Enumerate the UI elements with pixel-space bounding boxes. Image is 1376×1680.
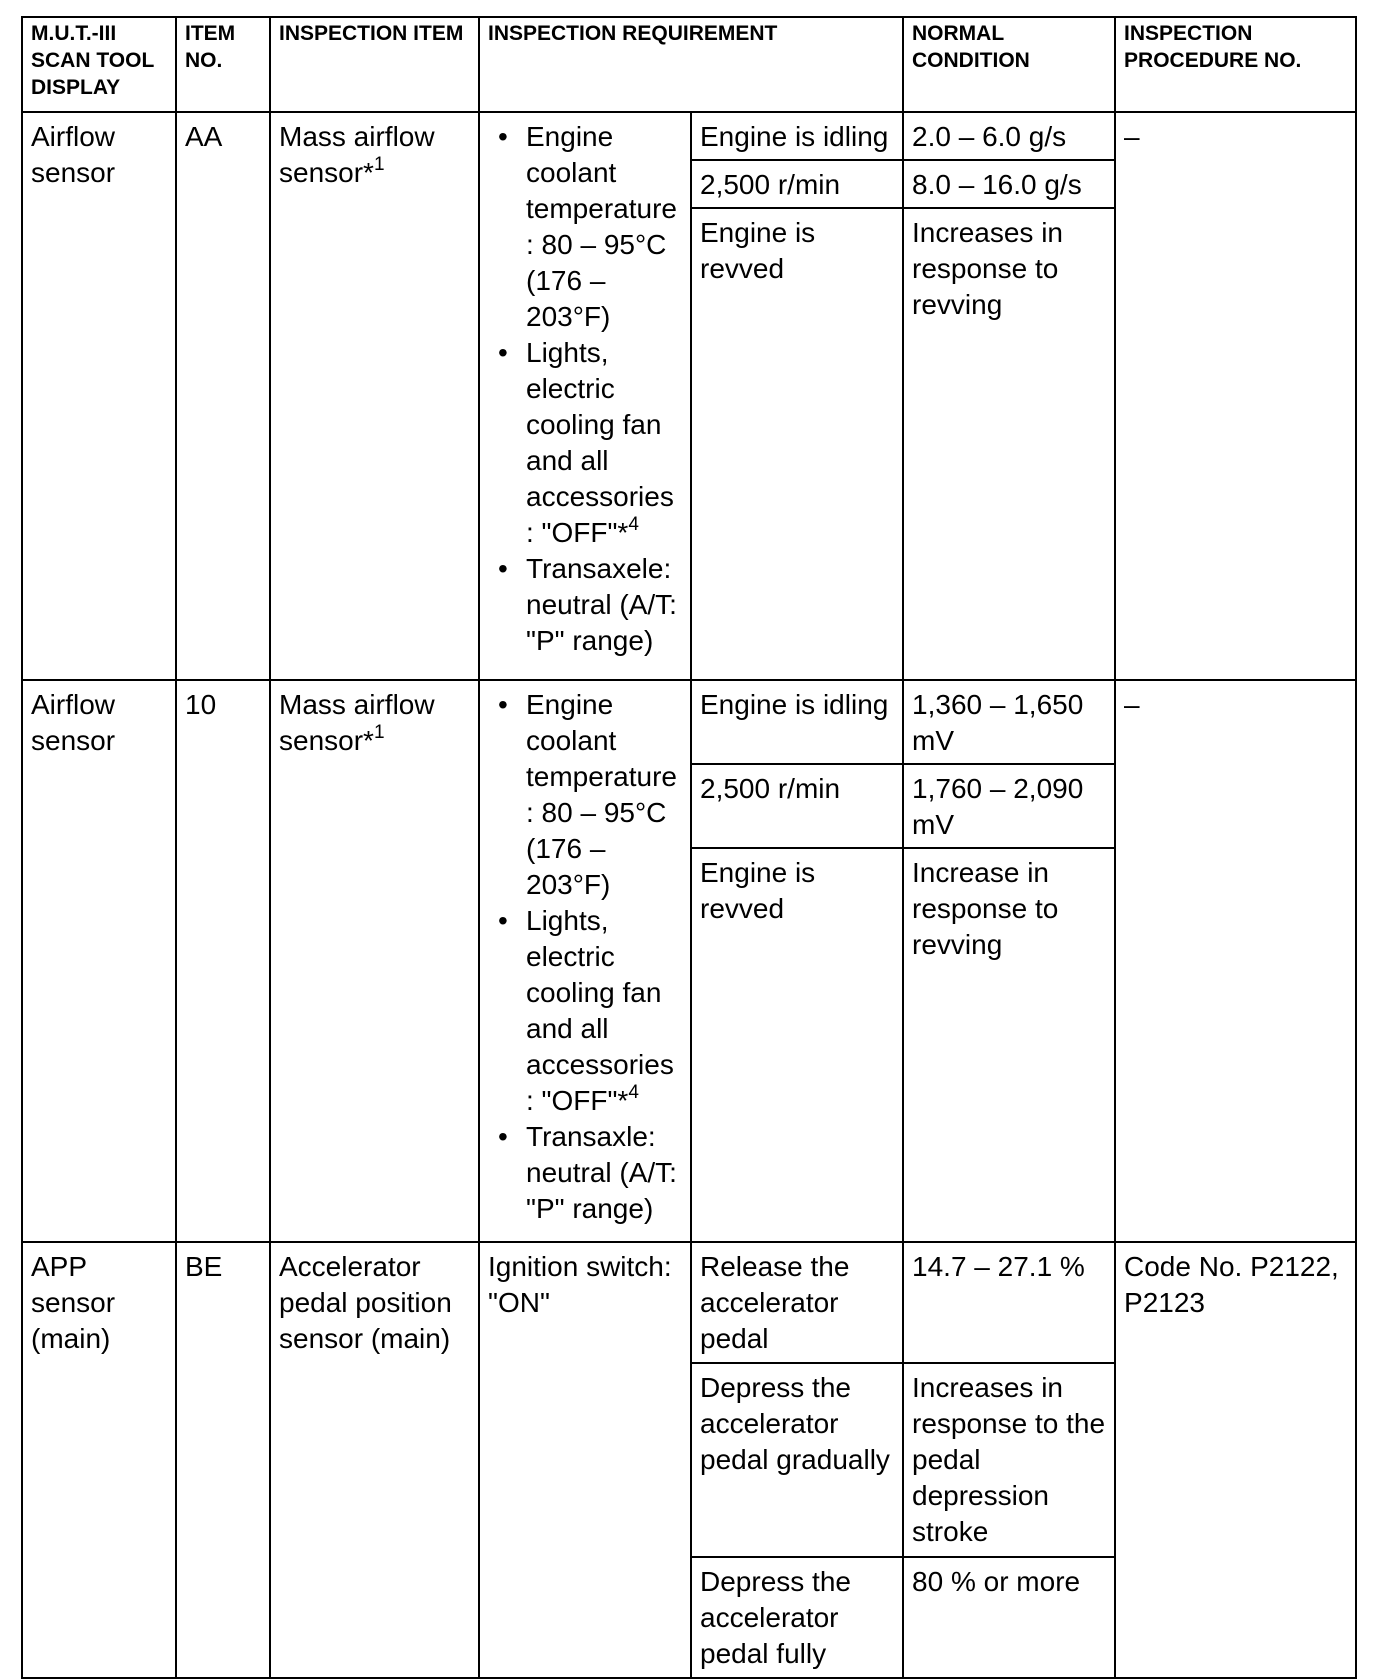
footnote-mark: 1 [373,721,385,743]
condition-cell: Release the accelerator pedal [691,1242,903,1363]
requirement-cell: Ignition switch: "ON" [479,1242,691,1678]
inspection-table [21,16,1357,1679]
condition-cell: Depress the accelerator pedal gradually [691,1363,903,1557]
requirement-list-cell [479,112,691,680]
condition-cell: Engine is idling [691,112,903,160]
requirement-item: • Lights, electric cooling fan and all accessories : "OFF"*$^4$ [498,337,674,548]
normal-condition-cell: 80 % or more [903,1557,1115,1678]
inspection-item-text: Mass airflow sensor* [279,121,435,188]
header-procedure-no: INSPECTION PROCEDURE NO. [1115,17,1356,112]
normal-condition-cell: 1,360 – 1,650 mV [903,680,1115,764]
requirement-item: • Transaxle: neutral (A/T: "P" range) [498,1121,677,1224]
inspection-item-cell [270,680,479,1242]
inspection-item-cell [270,112,479,680]
footnote-mark: 4 [628,513,639,535]
inspection-item-text: Mass airflow sensor* [279,689,435,756]
item-no-cell: 10 [176,680,270,1242]
requirement-item: • Engine coolant temperature : 80 – 95°C (176 – 203°F) [498,689,677,900]
header-row [22,17,1356,112]
condition-cell: Depress the accelerator pedal fully [691,1557,903,1678]
condition-cell: Engine is revved [691,208,903,680]
requirement-item: • Transaxele: neutral (A/T: "P" range) [498,553,677,656]
scan-tool-display-cell: Airflow sensor [22,112,176,680]
condition-cell: 2,500 r/min [691,160,903,208]
condition-cell: Engine is revved [691,848,903,1242]
header-inspection-item: INSPECTION ITEM [270,17,479,112]
normal-condition-cell: 2.0 – 6.0 g/s [903,112,1115,160]
condition-cell: 2,500 r/min [691,764,903,848]
table-row [22,112,1356,160]
procedure-cell: – [1115,680,1356,1242]
table-row [22,1242,1356,1363]
condition-cell: Engine is idling [691,680,903,764]
normal-condition-cell: Increases in response to the pedal depression stroke [903,1363,1115,1557]
requirement-item: • Engine coolant temperature : 80 – 95°C (176 – 203°F) [498,121,677,332]
requirement-list-cell [479,680,691,1242]
requirement-list [488,687,682,1227]
requirement-item: • Lights, electric cooling fan and all accessories : "OFF"*$^4$ [498,905,674,1116]
footnote-mark: 1 [373,153,385,175]
scan-tool-display-cell: Airflow sensor [22,680,176,1242]
item-no-cell: AA [176,112,270,680]
procedure-cell: Code No. P2122, P2123 [1115,1242,1356,1678]
requirement-list [488,119,682,659]
normal-condition-cell: 14.7 – 27.1 % [903,1242,1115,1363]
procedure-cell: – [1115,112,1356,680]
normal-condition-cell: 1,760 – 2,090 mV [903,764,1115,848]
inspection-item-cell: Accelerator pedal position sensor (main) [270,1242,479,1678]
item-no-cell: BE [176,1242,270,1678]
footnote-mark: 4 [628,1081,639,1103]
header-inspection-requirement: INSPECTION REQUIREMENT [479,17,903,112]
header-scan-tool-display: M.U.T.-III SCAN TOOL DISPLAY [22,17,176,112]
normal-condition-cell: Increase in response to revving [903,848,1115,1242]
normal-condition-cell: Increases in response to revving [903,208,1115,680]
header-item-no: ITEM NO. [176,17,270,112]
scan-tool-display-cell: APP sensor (main) [22,1242,176,1678]
header-normal-condition: NORMAL CONDITION [903,17,1115,112]
normal-condition-cell: 8.0 – 16.0 g/s [903,160,1115,208]
table-row [22,680,1356,764]
